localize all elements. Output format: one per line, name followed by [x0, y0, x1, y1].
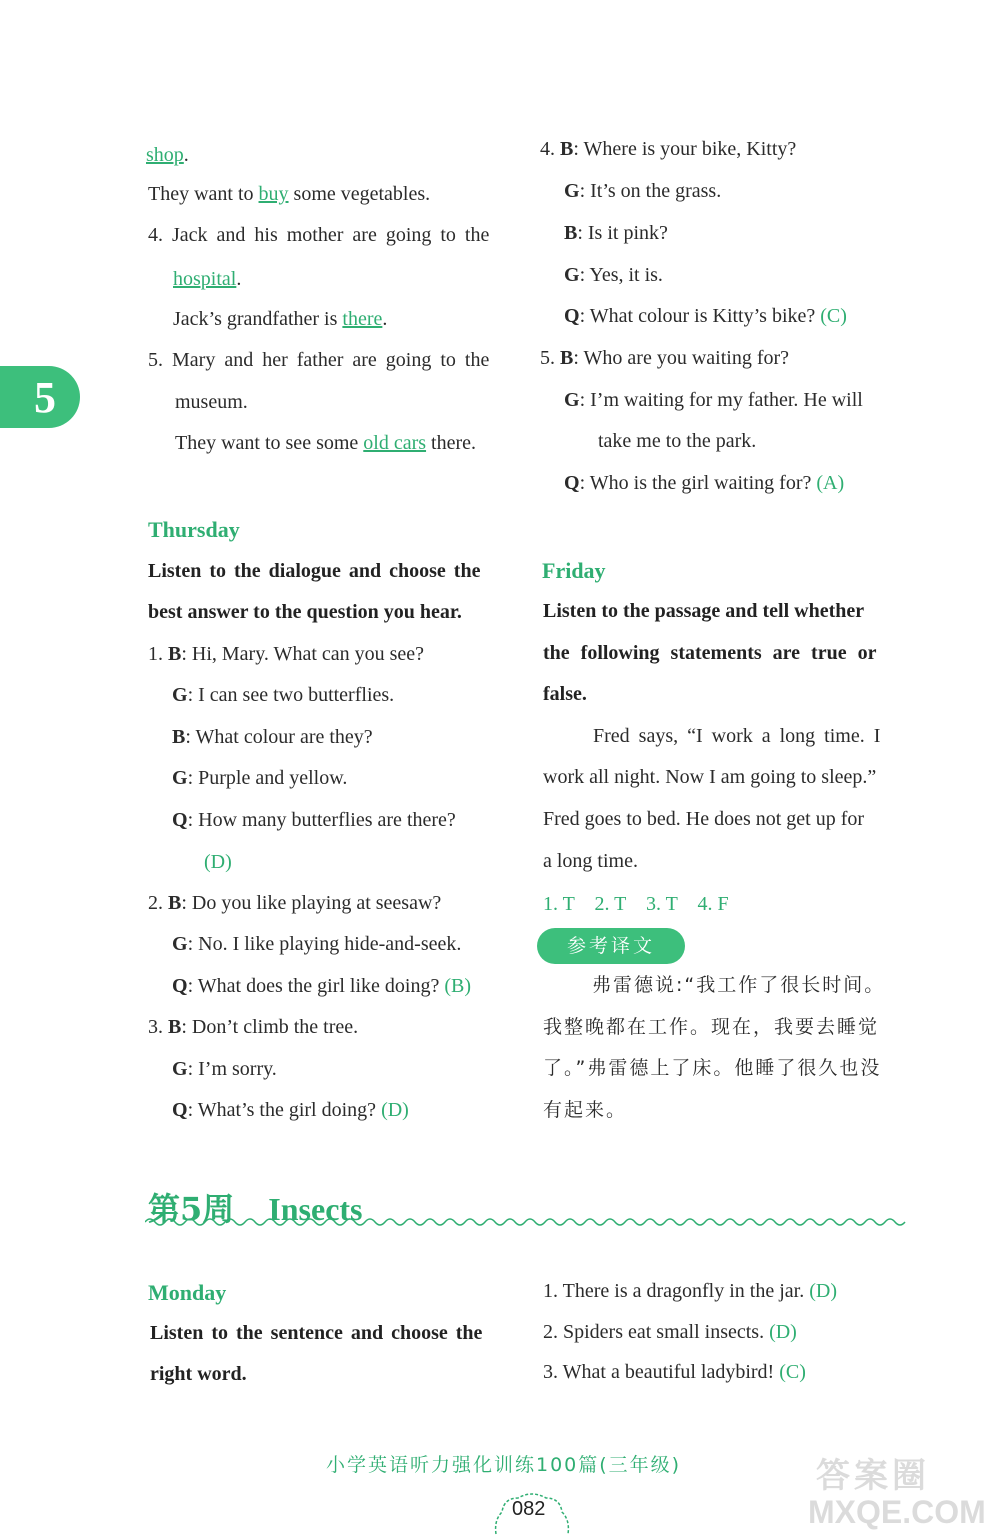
question-number: 3. — [148, 1016, 168, 1038]
translation-line: 了。”弗雷德上了床。他睡了很久也没 — [543, 1057, 882, 1079]
chapter-number: 5 — [34, 373, 56, 422]
dialogue-line — [148, 1017, 358, 1037]
speaker: B — [564, 222, 578, 244]
text: : Don’t climb the tree. — [181, 1016, 359, 1038]
answer-line — [146, 145, 189, 165]
dialogue-line — [564, 390, 863, 410]
text: some vegetables. — [288, 183, 431, 205]
text: : What colour is Kitty’s bike? — [579, 305, 821, 327]
speaker: Q — [564, 472, 580, 494]
answer-line — [148, 184, 430, 204]
section-heading-monday: Monday — [148, 1280, 227, 1305]
dialogue-line — [172, 976, 471, 996]
instruction: best answer to the question you hear. — [148, 601, 462, 623]
wavy-divider — [145, 1216, 910, 1228]
text: : Do you like playing at seesaw? — [181, 892, 442, 914]
text: 1. There is a dragonfly in the jar. — [543, 1280, 810, 1302]
text: : I can see two butterflies. — [187, 684, 395, 706]
dialogue-line — [564, 473, 844, 493]
week-number: 第5周 — [148, 1190, 235, 1228]
text: Jack’s grandfather is — [173, 308, 343, 330]
text: : What does the girl like doing? — [187, 975, 445, 997]
speaker: G — [172, 684, 188, 706]
instruction: right word. — [150, 1363, 247, 1385]
dialogue-line — [172, 727, 373, 747]
text: They want to — [148, 183, 259, 205]
watermark-line-1: 答案圈 — [816, 1456, 930, 1496]
dialogue-line — [540, 139, 796, 159]
answer-key: 1. T 2. T 3. T 4. F — [543, 893, 729, 915]
text: : Purple and yellow. — [187, 767, 348, 789]
text: : No. I like playing hide-and-seek. — [187, 933, 462, 955]
answer: (D) — [204, 851, 232, 873]
question-number: 1. — [148, 643, 168, 665]
answer: (C) — [820, 305, 847, 327]
page-number: 082 — [512, 1498, 546, 1520]
text: : I’m sorry. — [187, 1058, 277, 1080]
text: : Who are you waiting for? — [573, 347, 790, 369]
speaker: B — [560, 347, 574, 369]
speaker: G — [172, 767, 188, 789]
answer-line: museum. — [175, 391, 248, 413]
dialogue-line: take me to the park. — [598, 430, 757, 452]
week-topic: Insects — [268, 1191, 363, 1227]
instruction: Listen to the passage and tell whether — [543, 600, 865, 622]
speaker: B — [560, 138, 574, 160]
text: : Is it pink? — [577, 222, 668, 244]
dialogue-line — [172, 1100, 409, 1120]
watermark-line-2: MXQE.COM — [808, 1494, 986, 1530]
answer: (D) — [809, 1280, 837, 1302]
watermark-logo — [800, 1448, 995, 1538]
text: : How many butterflies are there? — [187, 809, 456, 831]
fill-answer: buy — [258, 183, 289, 205]
speaker: B — [168, 892, 182, 914]
dialogue-line — [540, 348, 789, 368]
fill-answer: there — [342, 308, 383, 330]
dialogue-line — [564, 181, 721, 201]
dialogue-line — [564, 265, 663, 285]
dialogue-line — [172, 934, 461, 954]
answer-line: 4. Jack and his mother are going to the — [148, 224, 490, 246]
text: : I’m waiting for my father. He will — [579, 389, 863, 411]
text: : What’s the girl doing? — [187, 1099, 382, 1121]
text: : Hi, Mary. What can you see? — [181, 643, 425, 665]
answer: (D) — [769, 1321, 797, 1343]
instruction: the following statements are true or — [543, 642, 877, 664]
dialogue-line — [564, 306, 847, 326]
instruction: Listen to the sentence and choose the — [150, 1322, 483, 1344]
speaker: G — [172, 933, 188, 955]
text: 2. Spiders eat small insects. — [543, 1321, 770, 1343]
answer-line — [543, 1362, 806, 1382]
translation-line: 有起来。 — [543, 1099, 628, 1121]
passage-line: a long time. — [543, 850, 638, 872]
answer-line — [175, 433, 476, 453]
reference-translation-badge: 参考译文 — [537, 928, 685, 964]
dialogue-line — [172, 685, 394, 705]
answer: (D) — [381, 1099, 409, 1121]
question-number: 5. — [540, 347, 560, 369]
passage-line: Fred says, “I work a long time. I — [593, 725, 881, 747]
text: . — [236, 268, 242, 290]
instruction: Listen to the dialogue and choose the — [148, 560, 481, 582]
answer-line: 5. Mary and her father are going to the — [148, 349, 490, 371]
instruction: false. — [543, 683, 587, 705]
text: there. — [426, 432, 477, 454]
dialogue-line — [148, 644, 424, 664]
text: : What colour are they? — [185, 726, 373, 748]
answer: (C) — [779, 1361, 806, 1383]
speaker: G — [564, 180, 580, 202]
answer-line — [543, 1322, 797, 1342]
speaker: Q — [172, 809, 188, 831]
speaker: G — [564, 389, 580, 411]
section-heading-thursday: Thursday — [148, 517, 240, 542]
dialogue-line — [148, 893, 441, 913]
speaker: G — [172, 1058, 188, 1080]
passage-line: work all night. Now I am going to sleep.” — [543, 766, 877, 788]
passage-line: Fred goes to bed. He does not get up for — [543, 808, 865, 830]
dialogue-line — [172, 1059, 277, 1079]
text: They want to see some — [175, 432, 364, 454]
answer: (B) — [444, 975, 472, 997]
question-number: 2. — [148, 892, 168, 914]
text: : Where is your bike, Kitty? — [573, 138, 797, 160]
dialogue-line — [564, 223, 668, 243]
speaker: Q — [172, 1099, 188, 1121]
text: : Who is the girl waiting for? — [579, 472, 817, 494]
fill-answer: old cars — [363, 432, 427, 454]
dialogue-line — [172, 768, 347, 788]
answer-line — [173, 309, 387, 329]
chapter-side-tab — [0, 366, 80, 428]
section-heading-friday: Friday — [542, 558, 606, 583]
speaker: Q — [564, 305, 580, 327]
text: 3. What a beautiful ladybird! — [543, 1361, 780, 1383]
answer-line — [543, 1281, 837, 1301]
answer-line — [173, 269, 241, 289]
answer: (A) — [816, 472, 845, 494]
translation-line: 我整晚都在工作。现在，我要去睡觉 — [543, 1016, 880, 1038]
speaker: B — [172, 726, 186, 748]
text: . — [183, 144, 189, 166]
text: : Yes, it is. — [579, 264, 663, 286]
dialogue-line — [172, 810, 456, 830]
book-title-footer: 小学英语听力强化训练100篇(三年级) — [326, 1454, 682, 1476]
question-number: 4. — [540, 138, 560, 160]
speaker: G — [564, 264, 580, 286]
translation-line: 弗雷德说:“我工作了很长时间。 — [592, 974, 886, 996]
fill-answer: shop — [146, 144, 184, 166]
speaker: B — [168, 1016, 182, 1038]
text: : It’s on the grass. — [579, 180, 722, 202]
fill-answer: hospital — [173, 268, 237, 290]
text: . — [382, 308, 388, 330]
speaker: B — [168, 643, 182, 665]
speaker: Q — [172, 975, 188, 997]
